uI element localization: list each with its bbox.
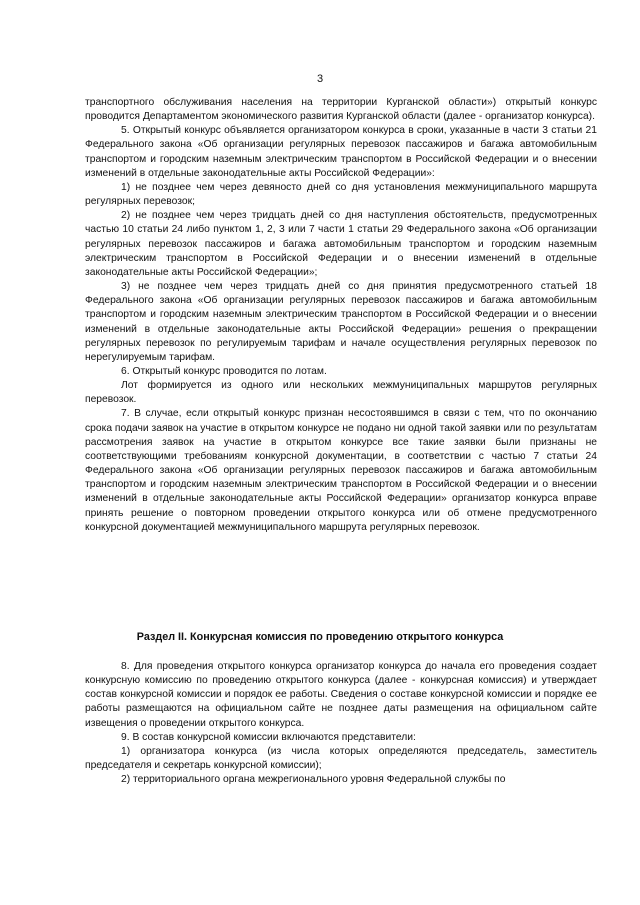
paragraph-7: 7. В случае, если открытый конкурс признан несостоявшимся в связи с тем, что по окончанию срока подачи заявок на участие в открытом конкурсе не подано ни одной такой заявки или по результатам рассмотрения заявок на участие в открытом конкурсе все такие заявки были признаны не соответствующими требованиям конкурсной документации, в соответствии с частью 7 статьи 24 Федерального закона «Об организации регулярных перевозок пассажиров и багажа автомобильным транспортом и городским наземным электрическим транспортом в Российской Федерации и о внесении изменений в отдельные законодательные акты Российской Федерации» организатор конкурса вправе принять решение о повторном проведении открытого конкурса или об отмене предусмотренного конкурсной документацией межмуниципального маршрута регулярных перевозок.	[85, 408, 597, 533]
paragraph-lot: Лот формируется из одного или нескольких межмуниципальных маршрутов регулярных перевозок.	[85, 380, 597, 406]
paragraph-5: 5. Открытый конкурс объявляется организатором конкурса в сроки, указанные в части 3 статьи 21 Федерального закона «Об организации регулярных перевозок пассажиров и багажа автомобильным транспортом и городским наземным электрическим транспортом в Российской Федерации и о внесении изменений в отдельные законодательные акты Российской Федерации»:	[85, 125, 597, 179]
top-text-block	[85, 96, 597, 535]
paragraph-5-item-3: 3) не позднее чем через тридцать дней со дня принятия предусмотренного статьей 18 Федерального закона «Об организации регулярных перевозок пассажиров и багажа автомобильным транспортом и городским наземным электрическим транспортом в Российской Федерации и о внесении изменений в отдельные законодательные акты Российской Федерации» решения о прекращении регулярных перевозок по регулируемым тарифам и начале осуществления регулярных перевозок по нерегулируемым тарифам.	[85, 281, 597, 363]
paragraph-9: 9. В состав конкурсной комиссии включаются представители:	[121, 731, 416, 743]
paragraph-8: 8. Для проведения открытого конкурса организатор конкурса до начала его проведения создает конкурсную комиссию по проведению открытого конкурса (далее - конкурсная комиссия) и утверждает состав конкурсной комиссии и порядок ее работы. Сведения о составе конкурсной комиссии и порядке ее работы размещаются на официальном сайте не позднее даты размещения на официальном сайте извещения о проведении открытого конкурса.	[85, 661, 597, 729]
paragraph-continuation: транспортного обслуживания населения на территории Курганской области») открытый конкурс проводится Департаментом экономического развития Курганской области (далее - организатор конкурса).	[85, 97, 597, 123]
paragraph-9-item-2: 2) территориального органа межрегионального уровня Федеральной службы по	[121, 774, 506, 786]
paragraph-9-item-1: 1) организатора конкурса (из числа которых определяются председатель, заместитель председателя и секретарь конкурсной комиссии);	[85, 745, 597, 772]
page-number: 3	[316, 73, 324, 85]
bottom-text-block	[85, 660, 597, 787]
paragraph-5-item-1: 1) не позднее чем через девяносто дней со дня установления межмуниципального маршрута регулярных перевозок;	[85, 181, 597, 208]
paragraph-6: 6. Открытый конкурс проводится по лотам.	[121, 365, 327, 377]
section-heading: Раздел II. Конкурсная комиссия по проведению открытого конкурса	[136, 631, 504, 643]
paragraph-5-item-2: 2) не позднее чем через тридцать дней со дня наступления обстоятельств, предусмотренных частью 10 статьи 24 либо пунктом 1, 2, 3 или 7 части 1 статьи 29 Федерального закона «Об организации регулярных перевозок пассажиров и багажа автомобильным транспортом и городским наземным электрическим транспортом в Российской Федерации и о внесении изменений в отдельные законодательные акты Российской Федерации»;	[85, 210, 597, 278]
